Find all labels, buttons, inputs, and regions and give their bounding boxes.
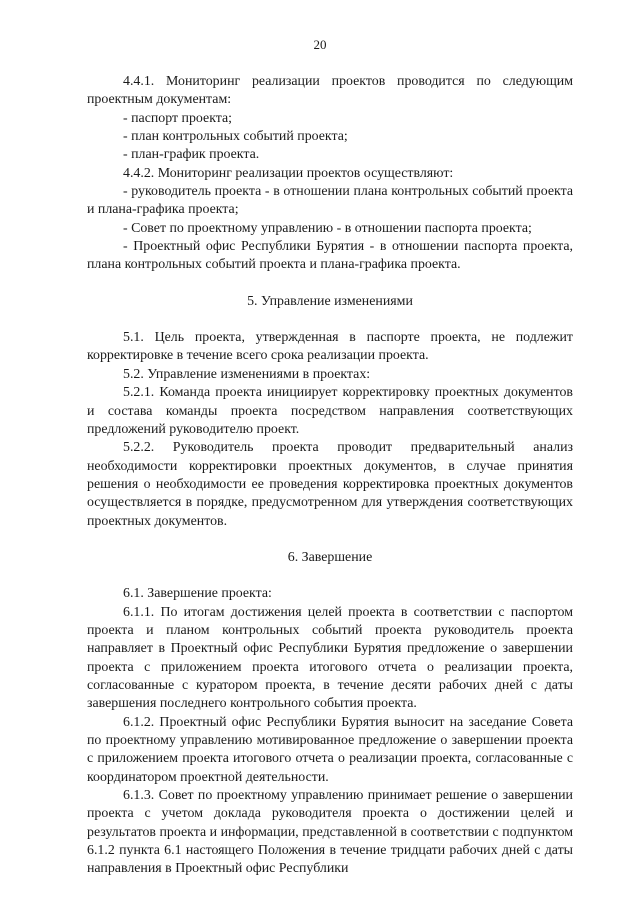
spacer [87,567,573,585]
paragraph-4-4-1: 4.4.1. Мониторинг реализации проектов проводится по следующим проектным документам: [87,74,573,108]
section-heading-5: 5. Управление изменениями [247,293,413,309]
paragraph-5-2: 5.2. Управление изменениями в проектах: [123,366,371,382]
list-item-council: - Совет по проектному управлению - в отношении паспорта проекта; [123,220,532,236]
list-item-project-office: - Проектный офис Республики Бурятия - в отношении паспорта проекта, плана контрольных событий проекта и плана-графика проекта. [87,239,573,273]
section-heading-6: 6. Завершение [287,549,373,565]
spacer [87,275,573,293]
paragraph-6-1-1: 6.1.1. По итогам достижения целей проекта в соответствии с паспортом проекта и планом контрольных событий проекта руководитель проекта направляет в Проектный офис Республики Бурятия предложение о завершении проекта с приложением проекта итогового отчета о реализации проекта, согласованные с куратором проекта, в течение десяти рабочих дней с даты завершения последнего контрольного события проекта. [87,604,573,712]
spacer [87,531,573,549]
paragraph-5-2-1: 5.2.1. Команда проекта инициирует корректировку проектных документов и состава команды проекта посредством направления соответствующих предложений руководителю проект. [87,385,573,437]
list-item-project-manager: - руководитель проекта - в отношении плана контрольных событий проекта и плана-графика проекта; [87,184,573,218]
paragraph-5-1: 5.1. Цель проекта, утвержденная в паспорте проекта, не подлежит корректировке в течение всего срока реализации проекта. [87,330,573,364]
list-item-passport: - паспорт проекта; [123,110,233,126]
page-number: 20 [313,37,327,52]
paragraph-4-4-2: 4.4.2. Мониторинг реализации проектов осуществляют: [123,165,454,181]
paragraph-5-2-2: 5.2.2. Руководитель проекта проводит предварительный анализ необходимости корректировки проектных документов, в случае принятия решения о необходимости ее проведения корректировка проектных документов осуществляется в порядке, предусмотренном для утверждения соответствующих проектных документов. [87,440,573,529]
list-item-schedule: - план-график проекта. [123,147,260,163]
spacer [87,311,573,329]
paragraph-6-1: 6.1. Завершение проекта: [123,586,272,602]
paragraph-6-1-3: 6.1.3. Совет по проектному управлению принимает решение о завершении проекта с учетом доклада руководителя проекта о достижении целей и результатов проекта и информации, представленной в соответствии с подпунктом 6.1.2 пункта 6.1 настоящего Положения в течение тридцати рабочих дней с даты направления в Проектный офис Республики [87,788,573,877]
list-item-control-events-plan: - план контрольных событий проекта; [123,129,348,145]
paragraph-6-1-2: 6.1.2. Проектный офис Республики Бурятия выносит на заседание Совета по проектному управлению мотивированное предложение о завершении проекта с приложением проекта итогового отчета о реализации проекта, согласованные с координатором проектной деятельности. [87,714,573,785]
document-body [87,73,573,879]
